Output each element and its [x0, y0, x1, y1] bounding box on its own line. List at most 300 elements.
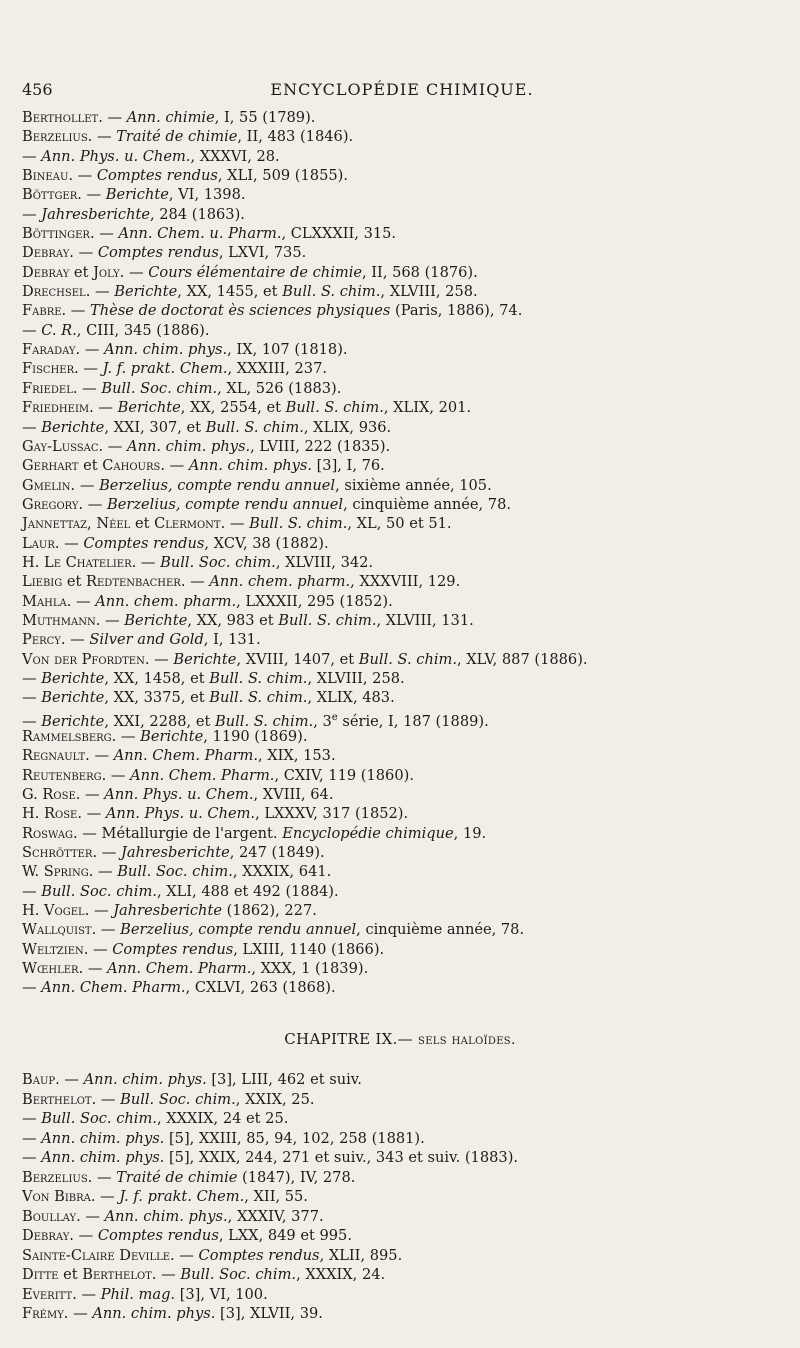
citation-text: . —: [75, 786, 105, 804]
author-name: Debray: [22, 263, 70, 281]
reference-entry: [22, 166, 792, 185]
citation-text: . —: [89, 225, 119, 243]
work-title: Ann. Chem. Pharm.: [107, 960, 252, 978]
citation-text: , sixième année, 105.: [335, 476, 492, 494]
work-title: Phil. mag.: [100, 1285, 176, 1303]
citation-text: , CIII, 345 (1886).: [76, 321, 210, 339]
citation-text: , XL, 50 et 51.: [347, 515, 452, 533]
citation-text: —: [22, 669, 42, 687]
citation-text: —: [22, 1149, 42, 1166]
author-name: Néel: [96, 515, 131, 533]
reference-entry: [22, 1265, 792, 1285]
reference-entry: [22, 1129, 792, 1149]
work-title: Jahresberichte: [120, 844, 230, 862]
author-name: Jannettaz: [22, 515, 88, 533]
author-name: Gerhart: [22, 457, 79, 475]
citation-text: . —: [119, 263, 149, 281]
author-name: Spring: [43, 863, 89, 881]
work-title: Berichte: [173, 650, 237, 668]
work-title: Berichte: [41, 712, 105, 730]
reference-entry: [22, 534, 792, 553]
citation-text: , I, 55 (1789).: [214, 109, 316, 126]
citation-text: , CXIV, 119 (1860).: [274, 766, 414, 784]
author-name: Fischer: [22, 360, 75, 378]
citation-text: , XXIX, 25.: [235, 1090, 315, 1108]
citation-text: . —: [70, 476, 100, 494]
citation-text: [5], XXIII, 85, 94, 102, 258 (1881).: [164, 1129, 425, 1147]
work-title: Ann. chim. phys.: [104, 1207, 228, 1225]
reference-entry: [22, 1207, 792, 1227]
citation-text: et: [69, 263, 94, 281]
citation-text: [3], I, 76.: [311, 457, 385, 475]
citation-text: . —: [87, 128, 117, 146]
work-title: Berichte: [41, 669, 105, 687]
work-title: Comptes rendus: [198, 1246, 320, 1264]
work-title: Bull. Soc. chim.: [120, 1090, 236, 1108]
reference-entry: [22, 282, 792, 301]
superscript: e: [331, 711, 338, 723]
citation-text: . —: [63, 1305, 93, 1322]
author-name: Wœhler: [22, 960, 79, 978]
reference-entry: [22, 804, 792, 823]
citation-text: . —: [101, 766, 131, 784]
citation-text: , XXXIX, 641.: [232, 863, 332, 881]
chapter-title: CHAPITRE IX.—: [284, 1030, 419, 1048]
work-title: Berzelius, compte rendu annuel: [99, 476, 336, 494]
work-title: Berichte: [41, 689, 105, 707]
reference-entry: [22, 301, 792, 320]
citation-text: (1862), 227.: [221, 902, 317, 920]
work-title: Ann. chim. phys.: [188, 457, 312, 475]
reference-entry: [22, 108, 792, 127]
work-title: Cours élémentaire de chimie: [148, 263, 363, 281]
work-title: Bull. Soc. chim.: [101, 379, 218, 397]
citation-text: , 19.: [453, 824, 487, 842]
reference-entry: [22, 824, 792, 843]
reference-entry: [22, 572, 792, 591]
work-title: Ann. chim. phys.: [127, 437, 251, 455]
citation-text: , XLII, 895.: [319, 1246, 403, 1264]
work-title: Bull. S. chim.: [282, 283, 381, 301]
citation-text: . —: [84, 902, 114, 920]
citation-text: , XXXVI, 28.: [190, 147, 280, 165]
work-title: Jahresberichte: [41, 205, 150, 223]
author-name: Bineau: [22, 167, 69, 185]
citation-text: série, I, 187 (1889).: [337, 712, 489, 730]
author-name: Joly: [93, 263, 120, 281]
citation-text: , XII, 55.: [244, 1188, 308, 1205]
citation-text: . — Métallurgie de l'argent.: [73, 824, 283, 842]
citation-text: . —: [75, 341, 105, 359]
citation-text: . —: [87, 1168, 117, 1186]
author-name: Debray: [22, 1227, 70, 1244]
reference-entry: [22, 1070, 792, 1090]
reference-entry: [22, 476, 792, 495]
author-name: Gmelin: [22, 476, 71, 494]
reference-entry: [22, 205, 792, 224]
reference-entry: [22, 843, 792, 862]
citation-text: , XXXIII, 237.: [227, 360, 328, 378]
author-name: Drechsel: [22, 283, 86, 301]
reference-entry: [22, 185, 792, 204]
work-title: Ann. chem. pharm.: [95, 592, 237, 610]
citation-text: [3], XLVII, 39.: [215, 1305, 323, 1322]
author-name: Fabre: [22, 302, 62, 320]
author-name: Boullay: [22, 1207, 77, 1225]
work-title: Bull. S. chim.: [249, 515, 348, 533]
reference-entry: [22, 147, 792, 166]
work-title: Comptes rendus: [97, 244, 219, 262]
citation-text: et: [62, 573, 87, 591]
citation-text: , LXVI, 735.: [218, 244, 307, 262]
reference-entry: [22, 940, 792, 959]
citation-text: , XLVIII, 342.: [275, 553, 374, 571]
citation-text: . —: [76, 1207, 105, 1225]
reference-entry: [22, 1168, 792, 1188]
citation-text: . —: [95, 611, 125, 629]
citation-text: . —: [60, 631, 90, 649]
citation-text: . —: [83, 940, 113, 958]
reference-entry: [22, 882, 792, 901]
citation-text: , 3: [313, 712, 332, 730]
reference-entry: [22, 1148, 792, 1168]
citation-text: . —: [180, 573, 210, 591]
reference-entry: [22, 746, 792, 765]
reference-entry: [22, 437, 792, 456]
citation-text: , XLIX, 936.: [303, 418, 392, 436]
author-name: Muthmann: [22, 611, 96, 629]
work-title: Berichte: [114, 283, 178, 301]
author-name: Redtenbacher: [86, 573, 181, 591]
author-name: Reutenberg: [22, 766, 102, 784]
citation-text: [3], LIII, 462 et suiv.: [206, 1071, 362, 1088]
citation-text: . —: [91, 1090, 121, 1108]
work-title: C. R.: [41, 321, 77, 339]
work-title: Ann. Chem. Pharm.: [113, 747, 258, 765]
author-name: Böttinger: [22, 225, 90, 243]
reference-entry: [22, 1109, 792, 1129]
author-name: Schrötter: [22, 844, 93, 862]
citation-text: , XVIII, 64.: [253, 786, 334, 804]
author-name: Von Bibra: [22, 1188, 91, 1205]
citation-text: , II, 483 (1846).: [237, 128, 354, 146]
author-name: Clermont: [154, 515, 221, 533]
reference-entry: [22, 862, 792, 881]
author-name: Wallquist: [22, 921, 92, 939]
citation-text: , XXXVIII, 129.: [350, 573, 461, 591]
reference-entry: [22, 1226, 792, 1246]
work-title: Traité de chimie: [116, 1168, 238, 1186]
reference-entry: [22, 708, 792, 730]
reference-entry: [22, 398, 792, 417]
author-name: Berzelius: [22, 128, 88, 146]
work-title: Traité de chimie: [116, 128, 238, 146]
citation-text: , 247 (1849).: [229, 844, 325, 862]
reference-entry: [22, 688, 792, 707]
author-name: Gay-Lussac: [22, 437, 99, 455]
author-name: Berthollet: [22, 109, 99, 126]
work-title: Berichte: [140, 728, 204, 745]
reference-entry: [22, 379, 792, 398]
citation-text: (1847), IV, 278.: [237, 1168, 356, 1186]
work-title: Bull. S. chim.: [209, 689, 308, 707]
author-name: Liebig: [22, 573, 63, 591]
citation-text: , XCV, 38 (1882).: [204, 534, 329, 552]
author-name: Berthelot: [22, 1090, 92, 1108]
citation-text: . —: [72, 1285, 101, 1303]
author-name: Mahla: [22, 592, 67, 610]
reference-entry: [22, 630, 792, 649]
work-title: Ann. chim. phys.: [41, 1149, 165, 1166]
reference-entry: [22, 1304, 792, 1324]
citation-text: . —: [90, 1188, 120, 1205]
citation-text: . —: [69, 1227, 98, 1244]
citation-text: H.: [22, 553, 45, 571]
author-name: Baup: [22, 1071, 56, 1088]
citation-text: , 284 (1863).: [149, 205, 245, 223]
reference-entry: [22, 1246, 792, 1266]
citation-text: , LVIII, 222 (1835).: [250, 437, 391, 455]
citation-text: , LXIII, 1140 (1866).: [233, 940, 385, 958]
reference-entry: [22, 901, 792, 920]
work-title: Bull. Soc. chim.: [180, 1266, 297, 1283]
reference-entry: [22, 514, 792, 533]
chapter-heading: [0, 1030, 800, 1048]
work-title: Bull. S. chim.: [205, 418, 304, 436]
reference-entry: [22, 959, 792, 978]
work-title: Ann. chim. phys.: [104, 341, 228, 359]
work-title: Ann. Phys. u. Chem.: [105, 805, 256, 823]
citation-text: . —: [89, 399, 118, 417]
citation-text: . —: [220, 515, 250, 533]
work-title: Bull. S. chim.: [278, 611, 377, 629]
author-name: Sainte-Claire Deville: [22, 1246, 171, 1264]
work-title: Berichte: [117, 399, 181, 417]
citation-text: . —: [72, 379, 102, 397]
citation-text: et: [78, 457, 103, 475]
reference-entry: [22, 650, 792, 669]
citation-text: . —: [170, 1246, 199, 1264]
reference-entry: [22, 359, 792, 378]
citation-text: , XLVIII, 258.: [380, 283, 478, 301]
reference-entry: [22, 321, 792, 340]
citation-text: , XLVIII, 258.: [307, 669, 405, 687]
reference-entry: [22, 611, 792, 630]
author-name: Von der Pfordten: [22, 650, 145, 668]
reference-list-chapter-9: [22, 1070, 792, 1324]
citation-text: (Paris, 1886), 74.: [390, 302, 523, 320]
work-title: Ann. chem. pharm.: [209, 573, 351, 591]
work-title: Thèse de doctorat ès sciences physiques: [90, 302, 391, 320]
citation-text: —: [22, 418, 42, 436]
work-title: J. f. prakt. Chem.: [102, 360, 228, 378]
work-title: Bull. Soc. chim.: [160, 553, 276, 571]
work-title: Berzelius, compte rendu annuel: [120, 921, 357, 939]
work-title: Comptes rendus: [96, 167, 218, 185]
author-name: Friedheim: [22, 399, 90, 417]
chapter-subtitle: sels haloïdes.: [418, 1032, 516, 1048]
reference-entry: [22, 1187, 792, 1207]
reference-entry: [22, 243, 792, 262]
citation-text: , VI, 1398.: [168, 186, 246, 204]
reference-entry: [22, 418, 792, 437]
work-title: J. f. prakt. Chem.: [119, 1188, 245, 1205]
author-name: Vogel: [44, 902, 85, 920]
author-name: Ditte: [22, 1266, 59, 1283]
work-title: Silver and Gold: [89, 631, 204, 649]
work-title: Ann. chim. phys.: [92, 1305, 216, 1322]
running-title: ENCYCLOPÉDIE CHIMIQUE.: [270, 80, 534, 99]
citation-text: , XX, 983 et: [187, 611, 279, 629]
citation-text: et: [130, 515, 155, 533]
author-name: Percy: [22, 631, 61, 649]
citation-text: . —: [91, 921, 121, 939]
author-name: Laur: [22, 534, 55, 552]
citation-text: —: [22, 321, 42, 339]
citation-text: H.: [22, 805, 45, 823]
author-name: Debray: [22, 244, 70, 262]
citation-text: , LXXXII, 295 (1852).: [236, 592, 393, 610]
citation-text: —: [22, 205, 42, 223]
reference-entry: [22, 340, 792, 359]
reference-entry: [22, 592, 792, 611]
reference-entry: [22, 766, 792, 785]
author-name: Regnault: [22, 747, 86, 765]
reference-entry: [22, 224, 792, 243]
work-title: Ann. chim. phys.: [83, 1071, 207, 1088]
citation-text: . —: [98, 437, 128, 455]
citation-text: , cinquième année, 78.: [356, 921, 525, 939]
citation-text: , XXI, 307, et: [104, 418, 206, 436]
citation-text: , XXX, 1 (1839).: [251, 960, 369, 978]
citation-text: , XXXIX, 24.: [296, 1266, 386, 1283]
citation-text: . —: [77, 805, 106, 823]
author-name: Frémy: [22, 1305, 64, 1322]
citation-text: , XXXIX, 24 et 25.: [156, 1110, 289, 1127]
citation-text: . —: [85, 747, 114, 765]
citation-text: —: [22, 689, 42, 707]
citation-text: . —: [69, 244, 98, 262]
citation-text: et: [58, 1266, 83, 1283]
author-name: Rose: [44, 805, 78, 823]
work-title: Comptes rendus: [112, 940, 234, 958]
citation-text: —: [22, 147, 42, 165]
citation-text: , XLVIII, 131.: [376, 611, 474, 629]
citation-text: , IX, 107 (1818).: [227, 341, 348, 359]
work-title: Ann. Chem. u. Pharm.: [118, 225, 282, 243]
reference-entry: [22, 978, 792, 997]
citation-text: , XIX, 153.: [258, 747, 336, 765]
author-name: Gregory: [22, 495, 79, 513]
citation-text: , XXXIV, 377.: [227, 1207, 324, 1225]
citation-text: , XX, 2554, et: [180, 399, 286, 417]
citation-text: , XX, 1455, et: [177, 283, 283, 301]
citation-text: W.: [22, 863, 44, 881]
citation-text: . —: [54, 534, 84, 552]
citation-text: , XLIX, 483.: [307, 689, 395, 707]
work-title: Bull. S. chim.: [209, 669, 308, 687]
work-title: Bull. S. chim.: [285, 399, 384, 417]
author-name: Berthelot: [82, 1266, 152, 1283]
citation-text: , LXXXV, 317 (1852).: [255, 805, 409, 823]
author-name: Cahours: [102, 457, 161, 475]
citation-text: , XLV, 887 (1886).: [457, 650, 588, 668]
author-name: Roswag: [22, 824, 74, 842]
citation-text: G.: [22, 786, 43, 804]
citation-text: , LXX, 849 et 995.: [218, 1227, 352, 1244]
reference-entry: [22, 1090, 792, 1110]
work-title: Bull. Soc. chim.: [41, 1110, 157, 1127]
citation-text: . —: [92, 844, 121, 862]
page-number: 456: [22, 80, 53, 99]
work-title: Ann. Chem. Pharm.: [41, 979, 186, 997]
work-title: Comptes rendus: [83, 534, 205, 552]
author-name: Faraday: [22, 341, 76, 359]
citation-text: , 1190 (1869).: [203, 728, 308, 745]
citation-text: , XX, 3375, et: [104, 689, 210, 707]
author-name: Weltzien: [22, 940, 84, 958]
work-title: Bull. Soc. chim.: [117, 863, 233, 881]
citation-text: . —: [111, 728, 141, 745]
reference-entry: [22, 127, 792, 146]
reference-entry: [22, 920, 792, 939]
citation-text: [5], XXIX, 244, 271 et suiv., 343 et suiv. (1883).: [164, 1149, 519, 1166]
citation-text: . —: [66, 592, 96, 610]
author-name: Böttger: [22, 186, 78, 204]
work-title: Bull. S. chim.: [358, 650, 457, 668]
citation-text: , I, 131.: [203, 631, 261, 649]
citation-text: , XLI, 509 (1855).: [217, 167, 348, 185]
work-title: Comptes rendus: [97, 1227, 219, 1244]
citation-text: , II, 568 (1876).: [362, 263, 478, 281]
reference-entry: [22, 1285, 792, 1305]
citation-text: —: [22, 1110, 42, 1127]
citation-text: . —: [160, 457, 189, 475]
work-title: Berichte: [41, 418, 105, 436]
author-name: Everitt: [22, 1285, 73, 1303]
citation-text: , CXLVI, 263 (1868).: [185, 979, 336, 997]
citation-text: , XVIII, 1407, et: [236, 650, 359, 668]
citation-text: —: [22, 712, 42, 730]
citation-text: , XLI, 488 et 492 (1884).: [156, 882, 339, 900]
work-title: Ann. Phys. u. Chem.: [104, 786, 254, 804]
citation-text: . —: [55, 1071, 84, 1088]
citation-text: . —: [78, 495, 108, 513]
reference-entry: [22, 263, 792, 282]
citation-text: ,: [87, 515, 97, 533]
citation-text: , XL, 526 (1883).: [217, 379, 342, 397]
work-title: Encyclopédie chimique: [282, 824, 454, 842]
work-title: Ann. Chem. Pharm.: [130, 766, 275, 784]
work-title: Berichte: [105, 186, 169, 204]
citation-text: , XLIX, 201.: [383, 399, 472, 417]
citation-text: . —: [88, 863, 118, 881]
citation-text: . —: [61, 302, 91, 320]
citation-text: , CLXXXII, 315.: [281, 225, 397, 243]
reference-entry: [22, 495, 792, 514]
citation-text: , cinquième année, 78.: [343, 495, 511, 513]
citation-text: , XXI, 2288, et: [104, 712, 215, 730]
author-name: Le Chatelier: [44, 553, 132, 571]
citation-text: [3], VI, 100.: [175, 1285, 268, 1303]
author-name: Rose: [42, 786, 76, 804]
reference-list-chapter-8: [22, 108, 792, 998]
work-title: Jahresberichte: [113, 902, 222, 920]
reference-entry: [22, 669, 792, 688]
work-title: Bull. Soc. chim.: [41, 882, 157, 900]
work-title: Berichte: [124, 611, 188, 629]
citation-text: —: [22, 979, 42, 997]
